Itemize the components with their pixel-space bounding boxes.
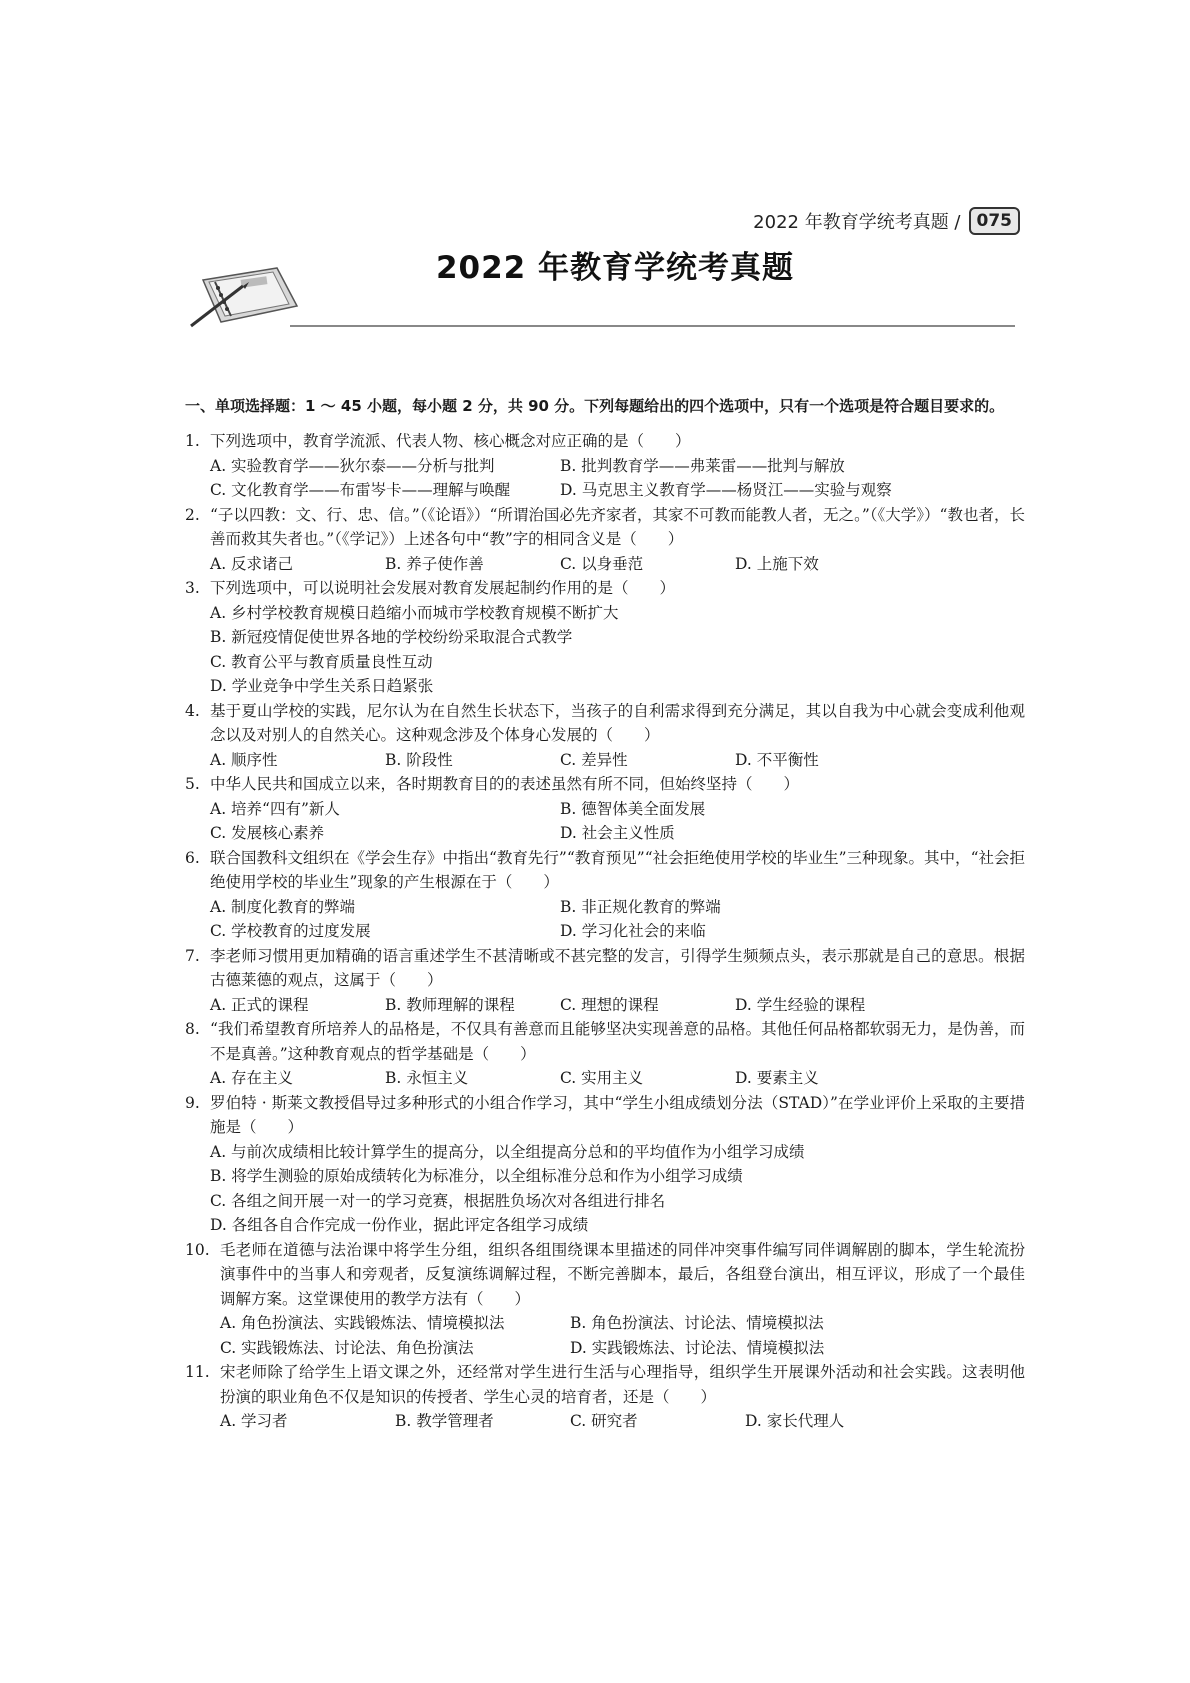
option-b: B. 阶段性: [385, 750, 453, 769]
question-stem: 基于夏山学校的实践，尼尔认为在自然生长状态下，当孩子的自利需求得到充分满足，其以自我为中心就会变成利他观念以及对别人的自然关心。这种观念涉及个体身心发展的（ ）: [210, 701, 1025, 744]
question-number: 9.: [185, 1093, 200, 1112]
option-a: A. 乡村学校教育规模日趋缩小而城市学校教育规模不断扩大: [210, 603, 619, 622]
option-a: A. 存在主义: [210, 1069, 294, 1087]
question-3: [185, 576, 1025, 699]
running-header: [753, 207, 1020, 235]
question-4: [185, 699, 1025, 773]
option-d: D. 上施下效: [735, 554, 819, 573]
option-d: D. 学习化社会的来临: [560, 922, 706, 940]
question-1: [185, 429, 1025, 503]
question-number: 6.: [185, 848, 200, 867]
question-stem: 罗伯特 · 斯莱文教授倡导过多种形式的小组合作学习，其中“学生小组成绩划分法（STAD）”在学业评价上采取的主要措施是（ ）: [210, 1093, 1025, 1136]
question-6: [185, 846, 1025, 944]
question-number: 5.: [185, 775, 200, 793]
page-title: 2022 年教育学统考真题: [435, 250, 795, 286]
option-d: D. 家长代理人: [745, 1412, 845, 1430]
option-d: D. 要素主义: [735, 1069, 819, 1087]
option-b: B. 将学生测验的原始成绩转化为标准分，以全组标准分总和作为小组学习成绩: [210, 1167, 743, 1185]
question-8: [185, 1017, 1025, 1091]
option-b: B. 德智体美全面发展: [560, 799, 706, 818]
option-c: C. 实用主义: [560, 1069, 644, 1087]
option-c: C. 教育公平与教育质量良性互动: [210, 652, 433, 671]
option-a: A. 学习者: [220, 1412, 288, 1430]
question-number: 1.: [185, 432, 200, 450]
option-c: C. 以身垂范: [560, 554, 644, 573]
question-number: 7.: [185, 946, 200, 965]
question-stem: 联合国教科文组织在《学会生存》中指出“教育先行”“教育预见”“社会拒绝使用学校的毕业生”三种现象。其中，“社会拒绝使用学校的毕业生”现象的产生根源在于（ ）: [210, 848, 1025, 891]
question-9: [185, 1091, 1025, 1238]
question-stem: 毛老师在道德与法治课中将学生分组，组织各组围绕课本里描述的同伴冲突事件编写同伴调解剧的脚本，学生轮流扮演事件中的当事人和旁观者，反复演练调解过程，不断完善脚本，最后，各组登台演出，相互评议，形成了一个最佳调解方案。这堂课使用的教学方法有（ ）: [220, 1240, 1025, 1308]
option-d: D. 各组各自合作完成一份作业，据此评定各组学习成绩: [210, 1216, 589, 1234]
option-d: D. 不平衡性: [735, 750, 819, 769]
option-d: D. 学业竞争中学生关系日趋紧张: [210, 677, 434, 695]
notebook-pen-icon: [185, 260, 305, 330]
option-a: A. 培养“四有”新人: [210, 799, 340, 818]
option-c: C. 差异性: [560, 750, 628, 769]
option-c: C. 学校教育的过度发展: [210, 922, 371, 940]
option-a: A. 与前次成绩相比较计算学生的提高分，以全组提高分总和的平均值作为小组学习成绩: [210, 1142, 805, 1161]
question-5: [185, 772, 1025, 846]
question-stem: 宋老师除了给学生上语文课之外，还经常对学生进行生活与心理指导，组织学生开展课外活动和社会实践。这表明他扮演的职业角色不仅是知识的传授者、学生心灵的培育者，还是（ ）: [220, 1363, 1025, 1406]
option-c: C. 理想的课程: [560, 995, 659, 1014]
running-title: 2022 年教育学统考真题 /: [753, 212, 961, 233]
option-a: A. 角色扮演法、实践锻炼法、情境模拟法: [220, 1314, 505, 1332]
section-heading: 一、单项选择题：1 ～ 45 小题，每小题 2 分，共 90 分。下列每题给出的四个选项中，只有一个选项是符合题目要求的。: [185, 397, 1005, 415]
question-number: 8.: [185, 1020, 200, 1038]
option-d: D. 学生经验的课程: [735, 995, 866, 1014]
option-a: A. 制度化教育的弊端: [210, 897, 356, 916]
option-d: D. 实践锻炼法、讨论法、情境模拟法: [570, 1338, 825, 1357]
question-stem: 下列选项中，教育学流派、代表人物、核心概念对应正确的是（ ）: [210, 432, 691, 450]
option-b: B. 养子使作善: [385, 554, 484, 573]
title-divider: [290, 325, 1015, 327]
option-c: C. 各组之间开展一对一的学习竞赛，根据胜负场次对各组进行排名: [210, 1191, 666, 1210]
option-d: D. 社会主义性质: [560, 824, 675, 842]
option-b: B. 新冠疫情促使世界各地的学校纷纷采取混合式教学: [210, 628, 573, 646]
question-stem: “子以四教：文、行、忠、信。”（《论语》）“所谓治国必先齐家者，其家不可教而能教人者，无之。”（《大学》）“教也者，长善而救其失者也。”（《学记》）上述各句中“教”字的相同含义是（ ）: [210, 505, 1025, 548]
option-c: C. 研究者: [570, 1412, 638, 1430]
question-11: [185, 1360, 1025, 1434]
option-b: B. 批判教育学——弗莱雷——批判与解放: [560, 456, 845, 475]
option-b: B. 非正规化教育的弊端: [560, 897, 721, 916]
question-stem: “我们希望教育所培养人的品格是，不仅具有善意而且能够坚决实现善意的品格。其他任何品格都软弱无力，是伪善，而不是真善。”这种教育观点的哲学基础是（ ）: [210, 1020, 1025, 1063]
option-a: A. 反求诸己: [210, 554, 294, 573]
option-c: C. 发展核心素养: [210, 824, 325, 842]
option-d: D. 马克思主义教育学——杨贤江——实验与观察: [560, 481, 892, 499]
option-a: A. 实验教育学——狄尔泰——分析与批判: [210, 456, 495, 475]
option-c: C. 实践锻炼法、讨论法、角色扮演法: [220, 1338, 474, 1357]
option-b: B. 教学管理者: [395, 1412, 494, 1430]
question-10: [185, 1238, 1025, 1361]
question-number: 10.: [185, 1240, 210, 1259]
option-b: B. 角色扮演法、讨论法、情境模拟法: [570, 1314, 824, 1332]
question-number: 3.: [185, 579, 200, 597]
question-stem: 中华人民共和国成立以来，各时期教育目的的表述虽然有所不同，但始终坚持（ ）: [210, 775, 800, 793]
question-2: [185, 503, 1025, 577]
question-7: [185, 944, 1025, 1018]
question-number: 11.: [185, 1363, 210, 1381]
option-b: B. 教师理解的课程: [385, 995, 515, 1014]
option-a: A. 顺序性: [210, 750, 278, 769]
option-b: B. 永恒主义: [385, 1069, 469, 1087]
question-stem: 下列选项中，可以说明社会发展对教育发展起制约作用的是（ ）: [210, 579, 676, 597]
question-number: 4.: [185, 701, 200, 720]
option-c: C. 文化教育学——布雷岑卡——理解与唤醒: [210, 481, 511, 499]
question-number: 2.: [185, 505, 200, 524]
page-number-badge: 075: [969, 207, 1021, 235]
option-a: A. 正式的课程: [210, 995, 309, 1014]
question-section: [185, 394, 1025, 1434]
question-stem: 李老师习惯用更加精确的语言重述学生不甚清晰或不甚完整的发言，引得学生频频点头，表示那就是自己的意思。根据古德莱德的观点，这属于（ ）: [210, 946, 1025, 989]
